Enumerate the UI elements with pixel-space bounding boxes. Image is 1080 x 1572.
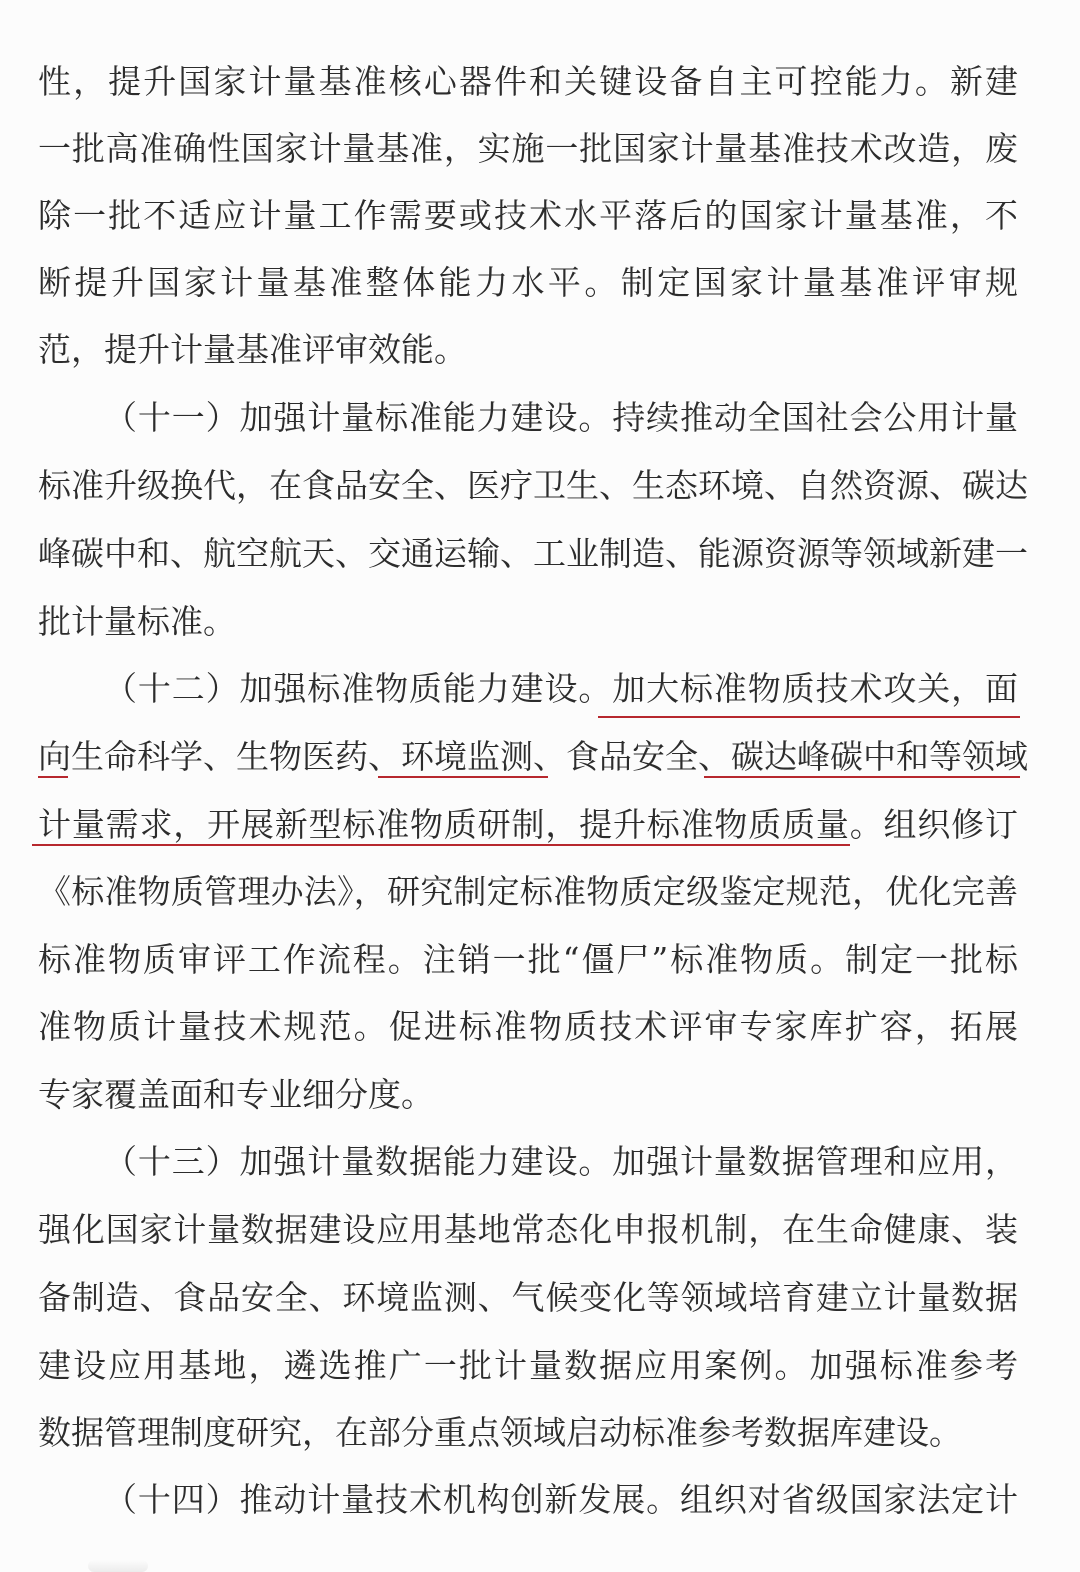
text-line-14: 标准物质审评工作流程。注销一批“僵尸”标准物质。制定一批标 — [38, 940, 1018, 979]
text-line-16: 专家覆盖面和专业细分度。 — [38, 1075, 434, 1114]
text-line-15: 准物质计量技术规范。促进标准物质技术评审专家库扩容，拓展 — [38, 1007, 1018, 1046]
red-underline-1 — [598, 716, 1020, 718]
text-line-7: 标准升级换代，在食品安全、医疗卫生、生态环境、自然资源、碳达 — [38, 466, 1028, 505]
text-line-11: 向生命科学、生物医药、环境监测、食品安全、碳达峰碳中和等领域 — [38, 737, 1028, 776]
text-line-2: 一批高准确性国家计量基准，实施一批国家计量基准技术改造，废 — [38, 129, 1018, 168]
text-line-9: 批计量标准。 — [38, 602, 236, 641]
text-line-17: （十三）加强计量数据能力建设。加强计量数据管理和应用， — [104, 1142, 1018, 1181]
text-line-8: 峰碳中和、航空航天、交通运输、工业制造、能源资源等领域新建一 — [38, 534, 1028, 573]
text-line-12: 计量需求，开展新型标准物质研制，提升标准物质质量。组织修订 — [38, 805, 1018, 844]
red-underline-4 — [704, 776, 1020, 778]
red-underline-2 — [38, 776, 68, 778]
text-line-18: 强化国家计量数据建设应用基地常态化申报机制，在生命健康、装 — [38, 1210, 1018, 1249]
scan-artifact — [88, 1560, 148, 1572]
text-line-1: 性，提升国家计量基准核心器件和关键设备自主可控能力。新建 — [38, 62, 1018, 101]
text-line-4: 断提升国家计量基准整体能力水平。制定国家计量基准评审规 — [38, 263, 1018, 302]
text-line-13: 《标准物质管理办法》，研究制定标准物质定级鉴定规范，优化完善 — [38, 872, 1018, 911]
red-underline-3 — [378, 776, 548, 778]
text-line-21: 数据管理制度研究，在部分重点领域启动标准参考数据库建设。 — [38, 1413, 962, 1452]
text-line-22: （十四）推动计量技术机构创新发展。组织对省级国家法定计 — [104, 1480, 1018, 1519]
red-underline-5 — [32, 844, 850, 846]
text-line-19: 备制造、食品安全、环境监测、气候变化等领域培育建立计量数据 — [38, 1278, 1018, 1317]
text-line-20: 建设应用基地，遴选推广一批计量数据应用案例。加强标准参考 — [38, 1346, 1018, 1385]
text-line-6: （十一）加强计量标准能力建设。持续推动全国社会公用计量 — [104, 398, 1018, 437]
text-line-5: 范，提升计量基准评审效能。 — [38, 330, 467, 369]
text-line-10: （十二）加强标准物质能力建设。加大标准物质技术攻关，面 — [104, 669, 1018, 708]
text-line-3: 除一批不适应计量工作需要或技术水平落后的国家计量基准，不 — [38, 196, 1018, 235]
